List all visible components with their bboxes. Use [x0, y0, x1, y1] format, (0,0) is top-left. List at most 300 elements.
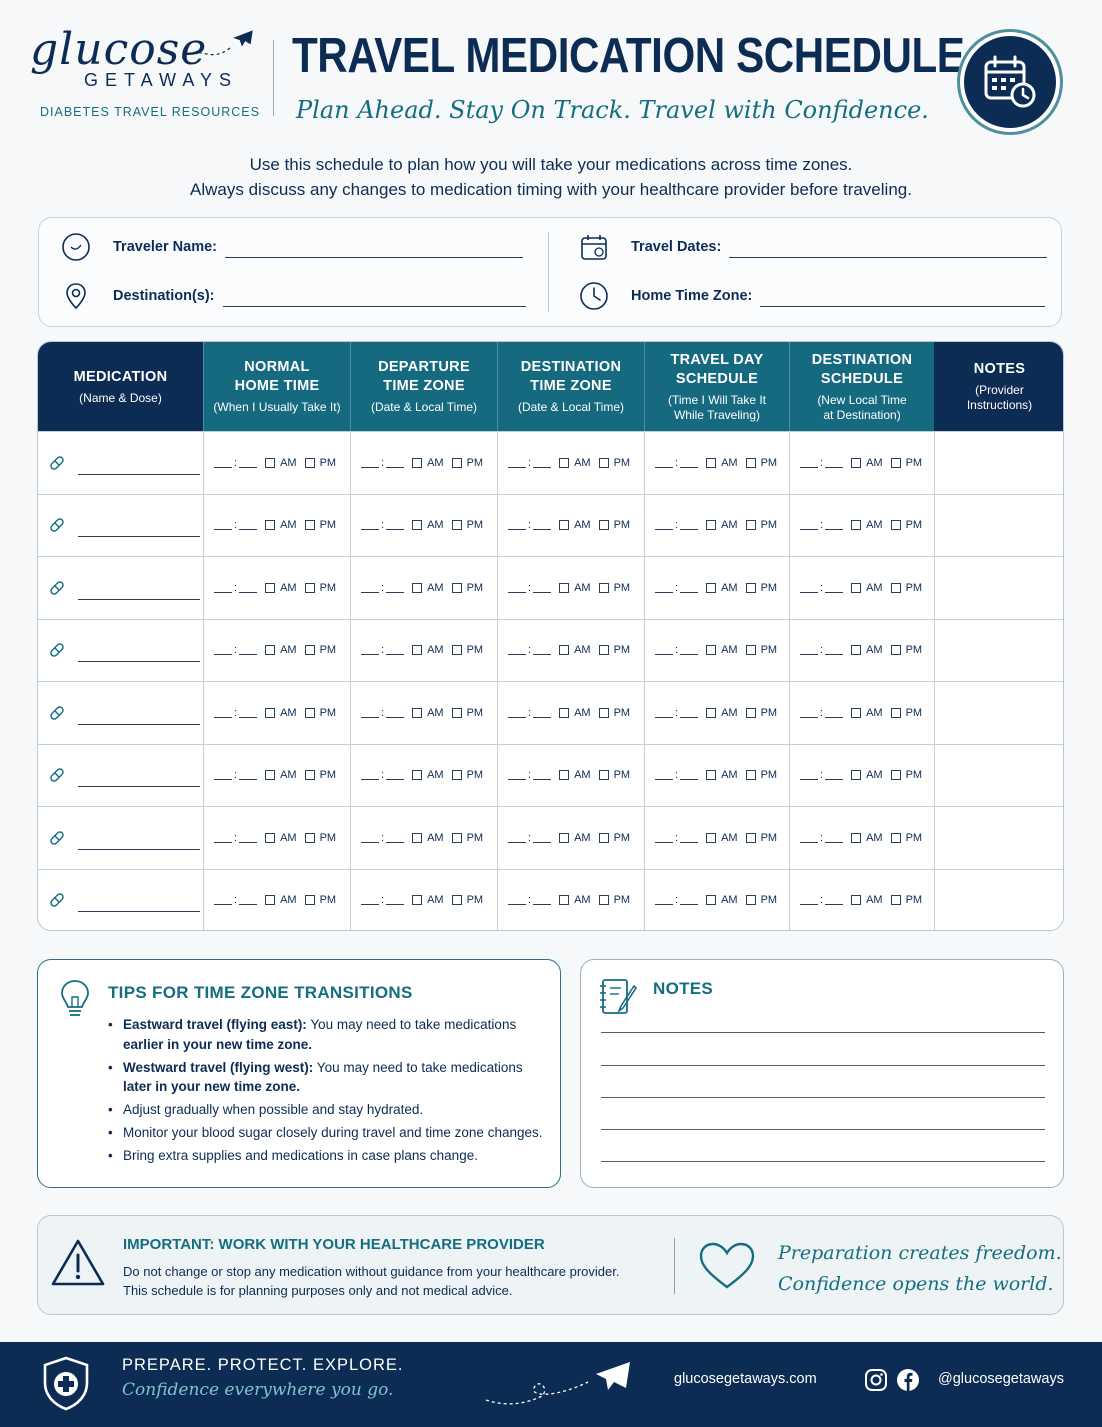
time-entry	[214, 894, 336, 906]
hour-input[interactable]	[361, 770, 379, 780]
am-label: AM	[866, 769, 883, 782]
notes-cell[interactable]	[934, 620, 1064, 682]
time-colon: :	[234, 706, 238, 719]
column-subtitle: (When I Usually Take It)	[213, 400, 341, 414]
am-label: AM	[427, 894, 444, 907]
pm-checkbox[interactable]	[891, 708, 901, 718]
am-label: AM	[427, 706, 444, 719]
pm-checkbox[interactable]	[599, 583, 609, 593]
pill-icon	[48, 766, 66, 784]
pm-label: PM	[760, 581, 778, 594]
time-entry	[214, 644, 336, 656]
tip-text: Adjust gradually when possible and stay hydrated.	[123, 1102, 424, 1117]
am-checkbox[interactable]	[851, 770, 861, 780]
calendar-icon	[579, 232, 609, 262]
pm-label: PM	[319, 831, 337, 844]
minute-input[interactable]	[386, 708, 404, 718]
am-checkbox[interactable]	[412, 708, 422, 718]
hour-input[interactable]	[214, 895, 232, 905]
pm-checkbox[interactable]	[746, 520, 756, 530]
am-checkbox[interactable]	[706, 708, 716, 718]
notes-cell[interactable]	[934, 745, 1064, 807]
pm-checkbox[interactable]	[452, 895, 462, 905]
am-label: AM	[427, 769, 444, 782]
time-cell	[497, 682, 644, 744]
minute-input[interactable]	[680, 583, 698, 593]
minute-input[interactable]	[386, 583, 404, 593]
am-checkbox[interactable]	[706, 895, 716, 905]
time-colon: :	[675, 831, 679, 844]
minute-input[interactable]	[239, 833, 257, 843]
hour-input[interactable]	[655, 458, 673, 468]
minute-input[interactable]	[680, 895, 698, 905]
minute-input[interactable]	[386, 895, 404, 905]
am-checkbox[interactable]	[851, 458, 861, 468]
hour-input[interactable]	[508, 770, 526, 780]
user-icon	[61, 232, 91, 262]
minute-input[interactable]	[239, 708, 257, 718]
hour-input[interactable]	[800, 708, 818, 718]
pm-checkbox[interactable]	[891, 833, 901, 843]
hour-input[interactable]	[655, 770, 673, 780]
am-checkbox[interactable]	[851, 583, 861, 593]
am-checkbox[interactable]	[559, 645, 569, 655]
time-cell	[644, 495, 789, 557]
am-label: AM	[280, 581, 297, 594]
am-checkbox[interactable]	[412, 833, 422, 843]
pm-checkbox[interactable]	[891, 583, 901, 593]
pm-checkbox[interactable]	[452, 770, 462, 780]
pm-checkbox[interactable]	[305, 708, 315, 718]
am-label: AM	[280, 456, 297, 469]
am-checkbox[interactable]	[851, 708, 861, 718]
time-cell	[497, 557, 644, 619]
am-checkbox[interactable]	[412, 458, 422, 468]
hour-input[interactable]	[655, 708, 673, 718]
instagram-icon[interactable]	[864, 1368, 888, 1392]
hour-input[interactable]	[508, 895, 526, 905]
hour-input[interactable]	[361, 833, 379, 843]
hour-input[interactable]	[361, 458, 379, 468]
hour-input[interactable]	[508, 458, 526, 468]
am-checkbox[interactable]	[559, 520, 569, 530]
am-checkbox[interactable]	[265, 583, 275, 593]
time-entry	[508, 519, 630, 531]
am-checkbox[interactable]	[412, 895, 422, 905]
am-checkbox[interactable]	[412, 645, 422, 655]
am-label: AM	[721, 456, 738, 469]
minute-input[interactable]	[239, 645, 257, 655]
pm-checkbox[interactable]	[891, 520, 901, 530]
hour-input[interactable]	[214, 520, 232, 530]
footer-script: Confidence everywhere you go.	[122, 1380, 394, 1400]
pm-checkbox[interactable]	[452, 645, 462, 655]
time-colon: :	[528, 456, 532, 469]
time-entry	[800, 644, 922, 656]
time-cell	[203, 495, 350, 557]
pm-checkbox[interactable]	[305, 645, 315, 655]
time-entry	[361, 519, 483, 531]
minute-input[interactable]	[825, 645, 843, 655]
am-checkbox[interactable]	[265, 895, 275, 905]
home-timezone-label: Home Time Zone:	[631, 288, 753, 304]
pm-label: PM	[905, 644, 923, 657]
minute-input[interactable]	[533, 520, 551, 530]
am-label: AM	[427, 456, 444, 469]
medication-name-input[interactable]	[78, 652, 200, 662]
am-checkbox[interactable]	[706, 583, 716, 593]
hour-input[interactable]	[508, 583, 526, 593]
notes-cell[interactable]	[934, 807, 1064, 869]
pm-checkbox[interactable]	[746, 708, 756, 718]
medication-schedule-table	[37, 341, 1064, 931]
minute-input[interactable]	[239, 458, 257, 468]
facebook-icon[interactable]	[896, 1368, 920, 1392]
hour-input[interactable]	[361, 895, 379, 905]
minute-input[interactable]	[533, 645, 551, 655]
am-label: AM	[721, 644, 738, 657]
pm-checkbox[interactable]	[599, 520, 609, 530]
pm-label: PM	[613, 894, 631, 907]
am-label: AM	[280, 644, 297, 657]
hour-input[interactable]	[508, 833, 526, 843]
notes-line[interactable]	[601, 1097, 1045, 1098]
destination-label: Destination(s):	[113, 288, 215, 304]
hour-input[interactable]	[800, 583, 818, 593]
hour-input[interactable]	[214, 583, 232, 593]
am-checkbox[interactable]	[559, 770, 569, 780]
minute-input[interactable]	[680, 645, 698, 655]
minute-input[interactable]	[680, 770, 698, 780]
am-checkbox[interactable]	[706, 645, 716, 655]
medication-name-input[interactable]	[78, 902, 200, 912]
minute-input[interactable]	[533, 895, 551, 905]
time-cell	[497, 432, 644, 494]
am-label: AM	[866, 644, 883, 657]
minute-input[interactable]	[239, 770, 257, 780]
footer-social-handle[interactable]: @glucosegetaways	[938, 1371, 1064, 1387]
pm-checkbox[interactable]	[305, 770, 315, 780]
page-title: TRAVEL MEDICATION SCHEDULE	[292, 29, 965, 83]
pm-checkbox[interactable]	[599, 708, 609, 718]
time-colon: :	[381, 894, 385, 907]
pm-checkbox[interactable]	[452, 458, 462, 468]
pill-icon	[48, 454, 66, 472]
medication-name-input[interactable]	[78, 527, 200, 537]
am-checkbox[interactable]	[559, 708, 569, 718]
am-checkbox[interactable]	[851, 895, 861, 905]
medication-name-input[interactable]	[78, 840, 200, 850]
am-checkbox[interactable]	[559, 583, 569, 593]
minute-input[interactable]	[239, 520, 257, 530]
time-cell	[350, 620, 497, 682]
am-checkbox[interactable]	[706, 520, 716, 530]
pm-label: PM	[466, 519, 484, 532]
time-colon: :	[234, 456, 238, 469]
location-pin-icon	[61, 281, 91, 311]
home-timezone-input[interactable]	[760, 293, 1045, 307]
minute-input[interactable]	[386, 458, 404, 468]
time-entry	[361, 832, 483, 844]
hour-input[interactable]	[655, 520, 673, 530]
minute-input[interactable]	[533, 833, 551, 843]
notepad-pen-icon	[599, 976, 639, 1018]
time-colon: :	[675, 644, 679, 657]
am-checkbox[interactable]	[706, 770, 716, 780]
column-subtitle: (Date & Local Time)	[517, 400, 625, 414]
time-colon: :	[381, 706, 385, 719]
pm-label: PM	[613, 769, 631, 782]
am-checkbox[interactable]	[265, 520, 275, 530]
notes-line[interactable]	[601, 1129, 1045, 1130]
time-cell	[350, 807, 497, 869]
column-subtitle: (Date & Local Time)	[370, 400, 478, 414]
hour-input[interactable]	[361, 520, 379, 530]
medication-cell	[38, 495, 203, 557]
minute-input[interactable]	[825, 458, 843, 468]
notes-cell[interactable]	[934, 432, 1064, 494]
table-row	[38, 494, 1064, 557]
notes-line[interactable]	[601, 1161, 1045, 1162]
am-label: AM	[427, 831, 444, 844]
quote-line-2: Confidence opens the world.	[778, 1273, 1054, 1295]
pm-checkbox[interactable]	[599, 770, 609, 780]
hour-input[interactable]	[214, 645, 232, 655]
time-colon: :	[234, 831, 238, 844]
am-checkbox[interactable]	[706, 458, 716, 468]
medication-name-input[interactable]	[78, 777, 200, 787]
notes-cell[interactable]	[934, 870, 1064, 932]
time-colon: :	[381, 456, 385, 469]
time-entry	[361, 582, 483, 594]
pm-checkbox[interactable]	[305, 520, 315, 530]
info-divider	[548, 232, 549, 312]
minute-input[interactable]	[825, 583, 843, 593]
table-row	[38, 744, 1064, 807]
medication-name-input[interactable]	[78, 465, 200, 475]
destination-field	[61, 281, 526, 311]
time-cell	[350, 870, 497, 932]
pm-checkbox[interactable]	[891, 458, 901, 468]
am-label: AM	[280, 831, 297, 844]
medication-name-input[interactable]	[78, 590, 200, 600]
am-checkbox[interactable]	[851, 520, 861, 530]
table-row	[38, 619, 1064, 682]
pm-label: PM	[319, 581, 337, 594]
minute-input[interactable]	[239, 895, 257, 905]
am-label: AM	[280, 894, 297, 907]
hour-input[interactable]	[508, 645, 526, 655]
time-cell	[789, 495, 934, 557]
medication-name-input[interactable]	[78, 715, 200, 725]
pm-checkbox[interactable]	[599, 645, 609, 655]
flight-path-icon	[480, 1356, 640, 1416]
minute-input[interactable]	[239, 583, 257, 593]
pm-checkbox[interactable]	[305, 833, 315, 843]
footer-website-link[interactable]: glucosegetaways.com	[674, 1371, 817, 1387]
notes-line[interactable]	[601, 1065, 1045, 1066]
am-checkbox[interactable]	[265, 833, 275, 843]
hour-input[interactable]	[508, 708, 526, 718]
tip-text: You may need to take medications	[306, 1017, 517, 1032]
minute-input[interactable]	[680, 833, 698, 843]
tip-text: Bring extra supplies and medications in case plans change.	[123, 1148, 478, 1163]
hour-input[interactable]	[800, 833, 818, 843]
hour-input[interactable]	[214, 770, 232, 780]
notes-cell[interactable]	[934, 557, 1064, 619]
am-label: AM	[721, 706, 738, 719]
time-colon: :	[381, 644, 385, 657]
column-title: DEPARTURE TIME ZONE	[378, 359, 470, 394]
notes-cell[interactable]	[934, 495, 1064, 557]
column-header	[789, 342, 934, 431]
column-header	[934, 342, 1064, 431]
minute-input[interactable]	[533, 583, 551, 593]
minute-input[interactable]	[386, 520, 404, 530]
travel-dates-field	[579, 232, 1047, 262]
travel-dates-input[interactable]	[729, 244, 1047, 258]
minute-input[interactable]	[386, 770, 404, 780]
minute-input[interactable]	[825, 708, 843, 718]
pm-checkbox[interactable]	[452, 708, 462, 718]
am-checkbox[interactable]	[412, 770, 422, 780]
time-colon: :	[381, 519, 385, 532]
time-cell	[789, 682, 934, 744]
hour-input[interactable]	[214, 458, 232, 468]
minute-input[interactable]	[680, 458, 698, 468]
pm-checkbox[interactable]	[746, 458, 756, 468]
hour-input[interactable]	[361, 708, 379, 718]
am-checkbox[interactable]	[265, 770, 275, 780]
hour-input[interactable]	[361, 645, 379, 655]
am-checkbox[interactable]	[412, 520, 422, 530]
pm-checkbox[interactable]	[452, 520, 462, 530]
time-cell	[203, 807, 350, 869]
hour-input[interactable]	[800, 770, 818, 780]
pm-label: PM	[466, 769, 484, 782]
am-label: AM	[574, 644, 591, 657]
am-checkbox[interactable]	[265, 708, 275, 718]
notes-line[interactable]	[601, 1032, 1045, 1033]
pm-checkbox[interactable]	[305, 583, 315, 593]
traveler-name-input[interactable]	[225, 244, 523, 258]
hour-input[interactable]	[361, 583, 379, 593]
hour-input[interactable]	[800, 458, 818, 468]
minute-input[interactable]	[825, 520, 843, 530]
time-colon: :	[381, 581, 385, 594]
pm-checkbox[interactable]	[746, 583, 756, 593]
pm-checkbox[interactable]	[746, 770, 756, 780]
am-checkbox[interactable]	[412, 583, 422, 593]
time-colon: :	[820, 706, 824, 719]
notes-cell[interactable]	[934, 682, 1064, 744]
am-checkbox[interactable]	[265, 458, 275, 468]
pm-checkbox[interactable]	[746, 833, 756, 843]
minute-input[interactable]	[533, 708, 551, 718]
time-colon: :	[675, 894, 679, 907]
pm-checkbox[interactable]	[452, 583, 462, 593]
clock-icon	[579, 281, 609, 311]
am-checkbox[interactable]	[706, 833, 716, 843]
pill-icon	[48, 704, 66, 722]
table-row	[38, 431, 1064, 494]
hour-input[interactable]	[655, 833, 673, 843]
pm-checkbox[interactable]	[891, 645, 901, 655]
pm-label: PM	[466, 644, 484, 657]
am-label: AM	[721, 519, 738, 532]
pm-checkbox[interactable]	[599, 458, 609, 468]
hour-input[interactable]	[214, 708, 232, 718]
am-checkbox[interactable]	[265, 645, 275, 655]
am-label: AM	[574, 706, 591, 719]
minute-input[interactable]	[386, 645, 404, 655]
minute-input[interactable]	[680, 520, 698, 530]
pm-checkbox[interactable]	[891, 770, 901, 780]
am-checkbox[interactable]	[559, 833, 569, 843]
pm-checkbox[interactable]	[746, 645, 756, 655]
pm-checkbox[interactable]	[599, 833, 609, 843]
time-entry	[655, 707, 777, 719]
brand-name: GETAWAYS	[84, 70, 239, 90]
hour-input[interactable]	[214, 833, 232, 843]
am-label: AM	[574, 894, 591, 907]
am-checkbox[interactable]	[851, 645, 861, 655]
minute-input[interactable]	[533, 770, 551, 780]
minute-input[interactable]	[386, 833, 404, 843]
am-label: AM	[866, 519, 883, 532]
intro-text	[0, 152, 1102, 202]
am-checkbox[interactable]	[559, 895, 569, 905]
hour-input[interactable]	[508, 520, 526, 530]
pm-checkbox[interactable]	[891, 895, 901, 905]
pm-checkbox[interactable]	[452, 833, 462, 843]
am-checkbox[interactable]	[851, 833, 861, 843]
lightbulb-icon	[58, 978, 92, 1020]
time-entry	[361, 457, 483, 469]
minute-input[interactable]	[533, 458, 551, 468]
am-checkbox[interactable]	[559, 458, 569, 468]
pm-checkbox[interactable]	[746, 895, 756, 905]
hour-input[interactable]	[655, 645, 673, 655]
time-entry	[214, 519, 336, 531]
important-line-2: This schedule is for planning purposes only and not medical advice.	[123, 1283, 513, 1298]
pm-checkbox[interactable]	[305, 895, 315, 905]
hour-input[interactable]	[800, 895, 818, 905]
pm-label: PM	[466, 894, 484, 907]
minute-input[interactable]	[680, 708, 698, 718]
pm-label: PM	[760, 644, 778, 657]
hour-input[interactable]	[655, 583, 673, 593]
am-label: AM	[574, 581, 591, 594]
time-entry	[508, 894, 630, 906]
pm-label: PM	[613, 831, 631, 844]
minute-input[interactable]	[825, 833, 843, 843]
pm-checkbox[interactable]	[599, 895, 609, 905]
hour-input[interactable]	[655, 895, 673, 905]
hour-input[interactable]	[800, 645, 818, 655]
minute-input[interactable]	[825, 895, 843, 905]
am-label: AM	[427, 581, 444, 594]
pm-checkbox[interactable]	[305, 458, 315, 468]
time-cell	[789, 432, 934, 494]
hour-input[interactable]	[800, 520, 818, 530]
minute-input[interactable]	[825, 770, 843, 780]
destination-input[interactable]	[223, 293, 526, 307]
am-label: AM	[866, 831, 883, 844]
time-entry	[800, 707, 922, 719]
column-subtitle: (Provider Instructions)	[966, 383, 1033, 412]
tip-item	[108, 1100, 553, 1120]
